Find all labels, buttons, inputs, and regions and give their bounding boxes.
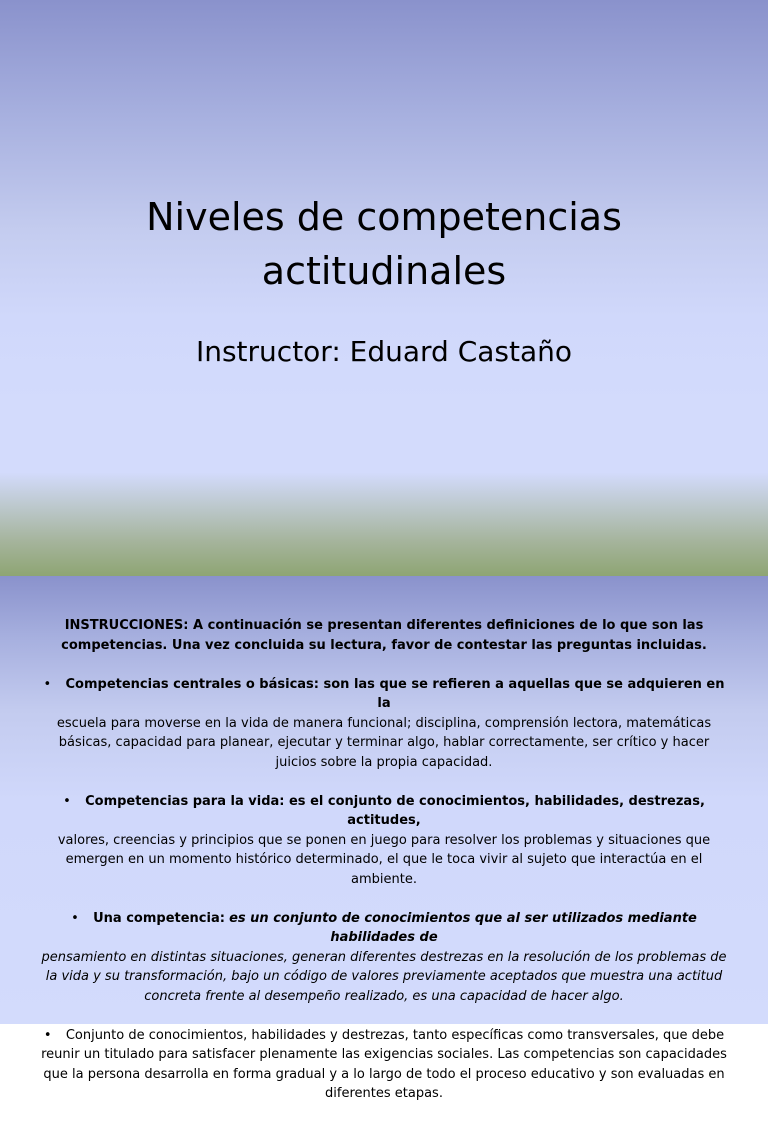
content-slide (0, 576, 768, 1101)
instructions-label: INSTRUCCIONES (64, 618, 184, 633)
bullet-term: Una competencia: (93, 910, 225, 926)
bullet-item-una-competencia (40, 909, 728, 1007)
slide-title-line-1: Niveles de competencias (146, 195, 622, 239)
bullet-body: escuela para moverse en la vida de manera funcional; disciplina, comprensión lectora, matemáticas básicas, capacidad para planear, ejecutar y terminar algo, hablar correctamente, ser crítico y hacer juicios sobre la propia capacidad. (56, 715, 712, 770)
slide-title-line-2: actitudinales (261, 249, 507, 293)
instructions-text: : A continuación se presentan diferentes definiciones de lo que son las competencias. Una vez concluida su lectura, favor de contestar las preguntas incluidas. (61, 618, 707, 653)
slide-title (0, 190, 768, 298)
bullet-body: valores, creencias y principios que se ponen en juego para resolver los problemas y situaciones que emergen en un momento histórico determinado, el que le toca vivir al sujeto que interactúa en el ambiente. (57, 832, 711, 887)
bullet-icon: • (43, 676, 52, 692)
bullet-icon: • (43, 1027, 52, 1043)
bullet-body: pensamiento en distintas situaciones, generan diferentes destrezas en la resolución de los problemas de la vida y su transformación, bajo un código de valores previamente aceptados que muestra una actitud concreta frente al desempeño realizado, es una capacidad de hacer algo. (41, 949, 727, 1004)
bullet-italic-text: es un conjunto de conocimientos que al ser utilizados mediante habilidades de (229, 910, 697, 945)
bullet-icon: • (71, 910, 79, 926)
bullet-body: Conjunto de conocimientos, habilidades y destrezas, tanto específicas como transversales, que debe reunir un titulado para satisfacer plenamente las exigencias sociales. Las competencias son capacidades que la persona desarrolla en forma gradual y a lo largo de todo el proceso educativo y son evaluadas en diferentes etapas. (41, 1027, 727, 1101)
bullet-item-competencias-vida (40, 792, 728, 890)
bullet-item-conjunto (40, 1026, 728, 1104)
slide-subtitle: Instructor: Eduard Castaño (195, 335, 573, 368)
slide-body (40, 616, 728, 1123)
bullet-item-competencias-centrales (40, 675, 728, 773)
bullet-icon: • (63, 793, 71, 809)
bullet-term: Competencias para la vida: es el conjunto de conocimientos, habilidades, destrezas, actitudes, (85, 793, 705, 828)
instructions-paragraph (40, 616, 728, 655)
bullet-term: Competencias centrales o básicas: son las que se refieren a aquellas que se adquieren en la (65, 676, 725, 711)
